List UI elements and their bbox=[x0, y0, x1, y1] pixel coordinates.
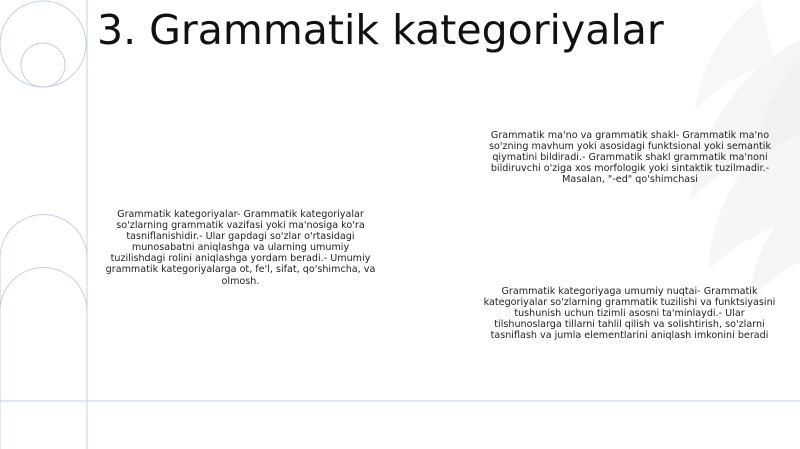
slide-title: 3. Grammatik kategoriyalar bbox=[97, 6, 664, 54]
outline-arc-upper bbox=[0, 215, 87, 259]
text-block-meaning-and-form: Grammatik ma'no va grammatik shakl- Grammatik ma'no so'zning mavhum yoki asosidagi funktsional yoki semantik qiymatini bildiradi.- Grammatik shakl grammatik ma'noni bildiruvchi o'ziga xos morfologik yoki sintaktik tuzilmadir.- Masalan, "-ed" qo'shimchasi bbox=[488, 130, 772, 186]
outline-circle-small bbox=[21, 43, 65, 87]
text-block-grammatical-categories: Grammatik kategoriyalar- Grammatik kategoriyalar so'zlarning grammatik vazifasi yoki ma'nosiga ko'ra tasniflanishidir.- Ular gapdagi so'zlar o'rtasidagi munosabatni aniqlashga va ularning umumiy tuzilishdagi rolini aniqlashga yordam beradi.- Umumiy grammatik kategoriyalarga ot, fe'l, sifat, qo'shimcha, va olmosh. bbox=[105, 209, 376, 287]
text-block-overview: Grammatik kategoriyaga umumiy nuqtai- Grammatik kategoriyalar so'zlarning grammatik tuzilishi va funktsiyasini tushunish uchun tizimli asosni ta'minlaydi.- Ular tilshunoslarga tillarni tahlil qilish va solishtirish, so'zlarni tasniflash va jumla elementlarini aniqlash imkonini beradi bbox=[483, 286, 776, 342]
outline-circle-large bbox=[0, 1, 86, 87]
outline-arc-lower bbox=[0, 268, 87, 312]
